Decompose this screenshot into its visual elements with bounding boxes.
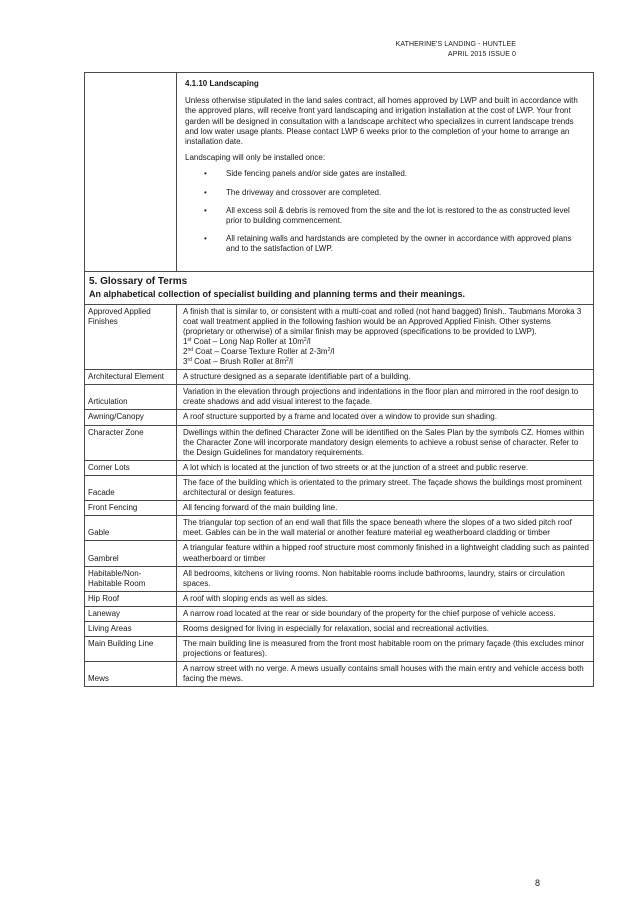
glossary-term: Articulation (85, 385, 177, 410)
glossary-term: Mews (85, 662, 177, 687)
glossary-term: Habitable/Non-Habitable Room (85, 566, 177, 591)
table-row (85, 304, 594, 370)
page-number: 8 (535, 878, 541, 888)
glossary-term: Architectural Element (85, 370, 177, 385)
glossary-subtitle: An alphabetical collection of specialist building and planning terms and their meanings. (89, 288, 466, 299)
coat-line (183, 337, 590, 347)
table-row (85, 637, 594, 662)
landscaping-row (85, 73, 594, 272)
table-row (85, 460, 594, 475)
list-item (185, 234, 587, 254)
glossary-definition: A lot which is located at the junction of two streets or at the junction of a street and public reserve. (177, 460, 594, 475)
ordinal-suffix: rd (187, 357, 192, 364)
table-row (85, 566, 594, 591)
glossary-term: Main Building Line (85, 637, 177, 662)
glossary-definition: A structure designed as a separate identifiable part of a building. (177, 370, 594, 385)
bullet-icon: • (204, 187, 207, 197)
table-row (85, 475, 594, 500)
landscaping-heading: 4.1.10 Landscaping (185, 79, 259, 88)
glossary-definition (177, 304, 594, 370)
bullet-icon: • (204, 205, 207, 215)
glossary-definition: The main building line is measured from the front most habitable room on the primary façade (this excludes minor projections or features). (177, 637, 594, 662)
glossary-term: Awning/Canopy (85, 410, 177, 425)
glossary-term: Approved Applied Finishes (85, 304, 177, 370)
glossary-title: 5. Glossary of Terms (89, 275, 188, 287)
glossary-definition: A roof with sloping ends as well as sides. (177, 591, 594, 606)
unit-exponent: 2 (286, 357, 289, 364)
glossary-term: Corner Lots (85, 460, 177, 475)
glossary-header-cell (85, 271, 594, 304)
list-item-text: Side fencing panels and/or side gates are installed. (226, 169, 408, 179)
table-row (85, 410, 594, 425)
glossary-definition: A triangular feature within a hipped roof structure most commonly finished in a lightweight cladding such as painted weatherboard or timber (177, 541, 594, 566)
glossary-term: Character Zone (85, 425, 177, 460)
glossary-definition: Variation in the elevation through projections and indentations in the floor plan and mirrored in the roof design to create shadows and add visual interest to the façade. (177, 385, 594, 410)
ordinal-suffix: st (187, 336, 192, 343)
glossary-definition: A narrow street with no verge. A mews usually contains small houses with the main entry and vehicle access both facing the mews. (177, 662, 594, 687)
list-item (185, 188, 587, 198)
unit-tail: /l (330, 347, 335, 357)
list-item (185, 206, 587, 226)
list-item-text: All retaining walls and hardstands are completed by the owner in accordance with approved plans and to the satisfaction of LWP. (226, 234, 572, 254)
table-row (85, 385, 594, 410)
landscaping-cell (177, 73, 594, 272)
glossary-term: Front Fencing (85, 501, 177, 516)
unit-exponent: 2 (303, 336, 307, 343)
coat-number: 1 (183, 336, 188, 346)
glossary-term: Facade (85, 475, 177, 500)
table-row (85, 425, 594, 460)
coat-line (183, 357, 590, 367)
table-row (85, 501, 594, 516)
glossary-term: Gambrel (85, 541, 177, 566)
table-row (85, 516, 594, 541)
glossary-definition: All fencing forward of the main building line. (177, 501, 594, 516)
landscaping-condition-intro: Landscaping will only be installed once: (185, 153, 326, 163)
glossary-definition: A narrow road located at the rear or side boundary of the property for the chief purpose of vehicle access. (177, 606, 594, 621)
glossary-header-row (85, 271, 594, 304)
glossary-definition: All bedrooms, kitchens or living rooms. Non habitable rooms include bathrooms, laundry, stairs or circulation spaces. (177, 566, 594, 591)
coat-text: Coat – Coarse Texture Roller at 2-3m (193, 347, 328, 357)
content-table (84, 72, 594, 687)
landscaping-paragraph: Unless otherwise stipulated in the land sales contract, all homes approved by LWP and built in accordance with the approved plans, will receive front yard landscaping and irrigation installation at the cost of LWP. Your front garden will be designed in consultation with a landscape architect who specializes in current landscape trends and low water usage plants. Please contact LWP 6 weeks prior to the completion of your home to arrange an installation date. (185, 96, 578, 147)
coat-number: 3 (183, 357, 188, 367)
coat-line (183, 347, 590, 357)
bullet-icon: • (204, 169, 207, 179)
unit-tail: /l (288, 357, 293, 367)
glossary-term: Gable (85, 516, 177, 541)
unit-exponent: 2 (327, 347, 331, 354)
landscaping-empty-cell (85, 73, 177, 272)
glossary-term: Living Areas (85, 621, 177, 636)
list-item (185, 169, 587, 179)
definition-text: A finish that is similar to, or consistent with a multi-coat and rolled (not hand bagged) finish.. Taubmans Moroka 3 coat wall treatment applied in the following fashion would be an Approved Applied Finish. Other systems (proprietary or otherwise) of a similar finish may be approved (specifications to be provided to LWP). (183, 306, 582, 336)
glossary-term: Hip Roof (85, 591, 177, 606)
table-row (85, 662, 594, 687)
list-item-text: All excess soil & debris is removed from the site and the lot is restored to the as constructed level prior to building commencement. (226, 205, 570, 226)
glossary-definition: The face of the building which is orientated to the primary street. The façade shows the buildings most prominent architectural or design features. (177, 475, 594, 500)
bullet-icon: • (204, 234, 207, 244)
document-header (396, 40, 516, 60)
table-row (85, 591, 594, 606)
table-row (85, 370, 594, 385)
glossary-definition: Dwellings within the defined Character Zone will be identified on the Sales Plan by the symbols CZ. Homes within the Character Zone will incorporate mandatory design elements to achieve a robust sense of character. Refer to the Design Guidelines for mandatory requirements. (177, 425, 594, 460)
table-row (85, 621, 594, 636)
table-row (85, 606, 594, 621)
coat-number: 2 (183, 347, 188, 357)
header-project-name: KATHERINE'S LANDING - HUNTLEE (395, 41, 516, 48)
glossary-definition: A roof structure supported by a frame and located over a window to provide sun shading. (177, 410, 594, 425)
ordinal-suffix: nd (187, 347, 194, 354)
header-issue-date: APRIL 2015 ISSUE 0 (447, 51, 516, 58)
coat-text: Coat – Long Nap Roller at 10m (191, 336, 304, 346)
unit-tail: /l (306, 336, 311, 346)
list-item-text: The driveway and crossover are completed. (226, 187, 382, 197)
glossary-term: Laneway (85, 606, 177, 621)
landscaping-conditions-list (185, 169, 587, 254)
coat-text: Coat – Brush Roller at 8m (191, 357, 287, 367)
table-row (85, 541, 594, 566)
glossary-definition: Rooms designed for living in especially for relaxation, social and recreational activities. (177, 621, 594, 636)
glossary-definition: The triangular top section of an end wall that fills the space beneath where the slopes of a two sided pitch roof meet. Gables can be in the wall material or another feature material eg weatherboard cladding or timber (177, 516, 594, 541)
